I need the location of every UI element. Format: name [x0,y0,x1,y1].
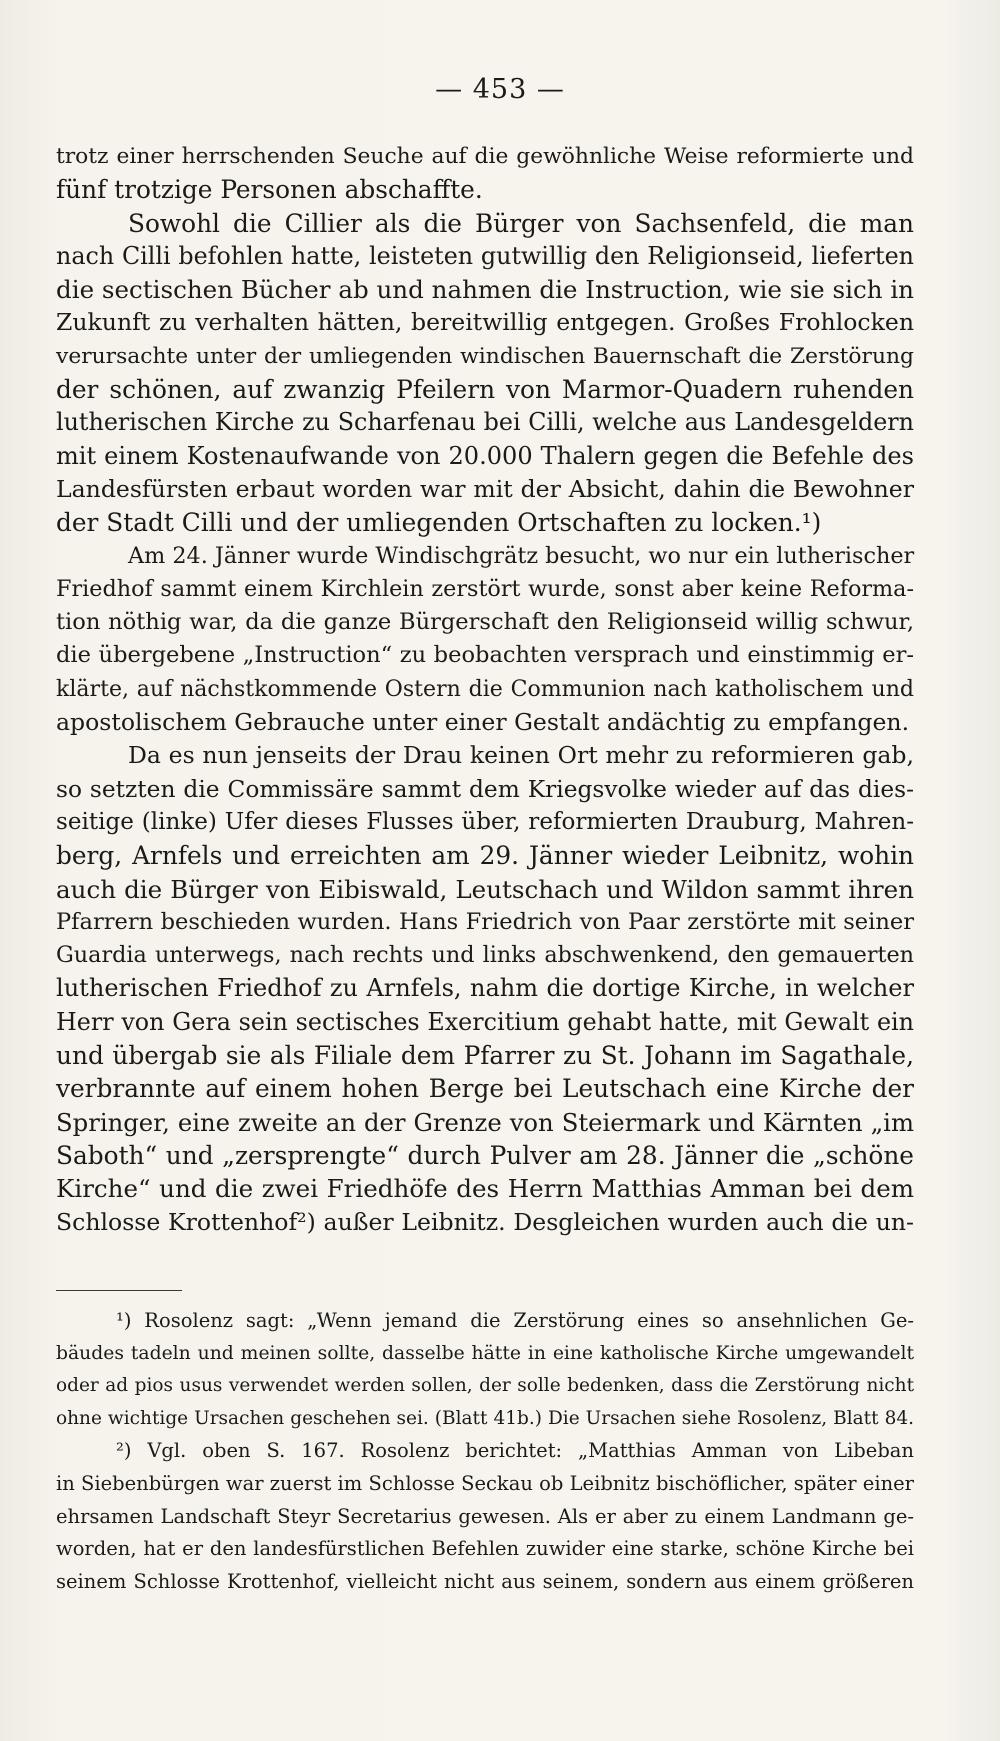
body-line: die sectischen Bücher ab und nahmen die Instruction, wie sie sich in [56,275,914,305]
body-line: lutherischen Kirche zu Scharfenau bei Cilli, welche aus Landesgeldern [56,408,914,437]
body-line: Springer, eine zweite an der Grenze von Steiermark und Kärnten „im [56,1107,914,1137]
body-line: mit einem Kostenaufwande von 20.000 Thalern gegen die Befehle des [56,441,914,470]
body-line: lutherischen Friedhof zu Arnfels, nahm die dortige Kirche, in welcher [56,974,914,1003]
body-line: und übergab sie als Filiale dem Pfarrer zu St. Johann im Sagathale, [56,1041,914,1071]
footnote-divider [56,1290,182,1291]
footnote-line: ²) Vgl. oben S. 167. Rosolenz berichtet: „Matthias Amman von Libeban [116,1439,914,1463]
footnote-line: worden, hat er den landesfürstlichen Befehlen zuwider eine starke, schöne Kirche bei [56,1537,914,1561]
body-line: verursachte unter der umliegenden windischen Bauernschaft die Zerstörung [56,343,914,369]
body-line: der Stadt Cilli und der umliegenden Ortschaften zu locken.¹) [56,508,822,538]
body-line: Friedhof sammt einem Kirchlein zerstört wurde, sonst aber keine Reforma- [56,575,914,602]
body-line: Am 24. Jänner wurde Windischgrätz besucht, wo nur ein lutherischer [128,542,915,569]
body-line: der schönen, auf zwanzig Pfeilern von Marmor-Quadern ruhenden [56,375,914,405]
body-line: klärte, auf nächstkommende Ostern die Communion nach katholischem und [56,676,914,702]
footnotes [56,1305,914,1598]
body-line: Landesfürsten erbaut worden war mit der Absicht, dahin die Bewohner [56,474,914,503]
body-line: seitige (linke) Ufer dieses Flusses über, reformierten Drauburg, Mahren- [56,808,914,835]
body-line: Schlosse Krottenhof²) außer Leibnitz. Desgleichen wurden auch die un- [56,1207,914,1236]
body-line: Herr von Gera sein sectisches Exercitium gehabt hatte, mit Gewalt ein [56,1007,914,1036]
page-number: — 453 — [435,74,565,105]
body-line: verbrannte auf einem hohen Berge bei Leutschach eine Kirche der [56,1074,914,1104]
footnote-line: oder ad pios usus verwendet werden sollen, der solle bedenken, dass die Zerstörung nicht [56,1375,914,1397]
body-line: nach Cilli befohlen hatte, leisteten gutwillig den Religionseid, lieferten [56,241,914,270]
body-line: trotz einer herrschenden Seuche auf die gewöhnliche Weise reformierte und [56,144,914,169]
body-line: fünf trotzige Personen abschaffte. [56,175,483,205]
footnote-line: in Siebenbürgen war zuerst im Schlosse Seckau ob Leibnitz bischöflicher, später einer [56,1471,914,1495]
footnote-line: ehrsamen Landschaft Steyr Secretarius gewesen. Als er aber zu einem Landmann ge- [56,1504,914,1528]
body-line: Zukunft zu verhalten hätten, bereitwillig entgegen. Großes Frohlocken [56,308,914,337]
footnote-line: seinem Schlosse Krottenhof, vielleicht nicht aus seinem, sondern aus einem größeren [56,1569,914,1593]
body-line: die übergebene „Instruction“ zu beobachten versprach und einstimmig er- [56,642,914,669]
footnote-line: ohne wichtige Ursachen geschehen sei. (Blatt 41b.) Die Ursachen siehe Rosolenz, Blatt 84. [56,1407,914,1429]
footnote-line: ¹) Rosolenz sagt: „Wenn jemand die Zerstörung eines so ansehnlichen Ge- [116,1309,914,1332]
body-line: Pfarrern beschieden wurden. Hans Friedrich von Paar zerstörte mit seiner [56,908,914,935]
body-line: Kirche“ und die zwei Friedhöfe des Herrn Matthias Amman bei dem [56,1174,914,1204]
body-line: apostolischem Gebrauche unter einer Gestalt andächtig zu empfangen. [56,708,910,737]
body-line: tion nöthig war, da die ganze Bürgerschaft den Religionseid willig schwur, [56,609,914,636]
body-line: so setzten die Commissäre sammt dem Kriegsvolke wieder auf das dies- [56,775,914,803]
body-line: Da es nun jenseits der Drau keinen Ort mehr zu reformieren gab, [128,741,914,770]
body-line: Guardia unterwegs, nach rechts und links abschwenkend, den gemauerten [56,942,914,969]
body-line: berg, Arnfels und erreichten am 29. Jänner wieder Leibnitz, wohin [56,841,914,871]
body-line: auch die Bürger von Eibiswald, Leutschach und Wildon sammt ihren [56,874,914,904]
body-line: Saboth“ und „zersprengte“ durch Pulver am 28. Jänner die „schöne [56,1140,914,1170]
body-text [56,140,914,1239]
body-line: Sowohl die Cillier als die Bürger von Sachsenfeld, die man [128,208,914,238]
footnote-line: bäudes tadeln und meinen sollte, dasselbe hätte in eine katholische Kirche umgewandelt [56,1342,914,1364]
